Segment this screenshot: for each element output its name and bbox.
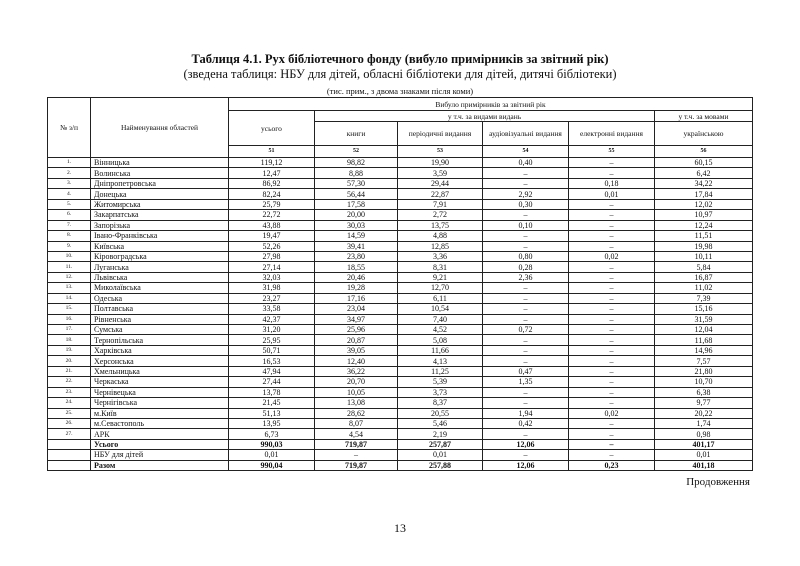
header-periodicals: періодичні видання (398, 122, 483, 146)
header-ukrainian: українською (655, 122, 753, 146)
value-cell: 52,26 (229, 241, 315, 251)
value-cell: 2,19 (398, 429, 483, 439)
row-number: 25. (48, 408, 91, 418)
value-cell: – (569, 168, 655, 178)
value-cell: – (483, 387, 569, 397)
value-cell: – (569, 429, 655, 439)
column-number: 51 (229, 146, 315, 158)
table-row (48, 231, 753, 241)
table-row (48, 178, 753, 188)
value-cell: 2,92 (483, 189, 569, 199)
table-row (48, 241, 753, 251)
value-cell: 32,03 (229, 272, 315, 282)
table-row (48, 335, 753, 345)
table-row (48, 220, 753, 230)
value-cell: – (569, 387, 655, 397)
header-books: книги (315, 122, 398, 146)
value-cell: 30,03 (315, 220, 398, 230)
table-row (48, 408, 753, 418)
row-number: 12. (48, 272, 91, 282)
value-cell: – (483, 356, 569, 366)
value-cell: 42,37 (229, 314, 315, 324)
region-name: Миколаївська (91, 283, 229, 293)
row-number: 26. (48, 418, 91, 428)
value-cell: – (483, 178, 569, 188)
row-number: 4. (48, 189, 91, 199)
header-electronic: електронні видання (569, 122, 655, 146)
value-cell: 47,94 (229, 366, 315, 376)
value-cell: 3,73 (398, 387, 483, 397)
column-number: 54 (483, 146, 569, 158)
value-cell: 8,31 (398, 262, 483, 272)
value-cell: 0,18 (569, 178, 655, 188)
value-cell: 28,62 (315, 408, 398, 418)
value-cell: 10,05 (315, 387, 398, 397)
value-cell: 4,54 (315, 429, 398, 439)
value-cell: 1,74 (655, 418, 753, 428)
value-cell: 19,28 (315, 283, 398, 293)
value-cell: 43,88 (229, 220, 315, 230)
value-cell: 12,40 (315, 356, 398, 366)
empty-cell (48, 460, 91, 470)
summary-value-cell: 257,88 (398, 460, 483, 470)
value-cell: 20,46 (315, 272, 398, 282)
value-cell: 56,44 (315, 189, 398, 199)
value-cell: – (483, 283, 569, 293)
value-cell: 20,55 (398, 408, 483, 418)
value-cell: 10,70 (655, 377, 753, 387)
table-row (48, 418, 753, 428)
summary-value-cell: 257,87 (398, 439, 483, 449)
region-name: Закарпатська (91, 210, 229, 220)
table-row (48, 210, 753, 220)
value-cell: – (569, 293, 655, 303)
region-name: Хмельницька (91, 366, 229, 376)
value-cell: 3,36 (398, 251, 483, 261)
header-audiovisual: аудіовізуальні видання (483, 122, 569, 146)
value-cell: 31,98 (229, 283, 315, 293)
value-cell: 27,98 (229, 251, 315, 261)
value-cell: 21,45 (229, 398, 315, 408)
table-row (48, 189, 753, 199)
value-cell: – (483, 210, 569, 220)
value-cell: 22,72 (229, 210, 315, 220)
value-cell: 20,70 (315, 377, 398, 387)
value-cell: 8,07 (315, 418, 398, 428)
value-cell: 0,02 (569, 251, 655, 261)
region-name: м.Севастополь (91, 418, 229, 428)
table-row (48, 387, 753, 397)
summary-value-cell: 990,04 (229, 460, 315, 470)
value-cell: 33,58 (229, 304, 315, 314)
table-row (48, 429, 753, 439)
value-cell: 8,37 (398, 398, 483, 408)
column-number: 56 (655, 146, 753, 158)
value-cell: – (569, 241, 655, 251)
value-cell: 12,02 (655, 199, 753, 209)
value-cell: 12,24 (655, 220, 753, 230)
value-cell: 57,30 (315, 178, 398, 188)
value-cell: 25,95 (229, 335, 315, 345)
value-cell: 3,59 (398, 168, 483, 178)
value-cell: 36,22 (315, 366, 398, 376)
value-cell: – (569, 325, 655, 335)
summary-value-cell: – (483, 450, 569, 460)
value-cell: 27,44 (229, 377, 315, 387)
summary-value-cell: – (315, 450, 398, 460)
value-cell: – (569, 304, 655, 314)
value-cell: – (569, 158, 655, 168)
summary-value-cell: 0,01 (229, 450, 315, 460)
value-cell: 0,28 (483, 262, 569, 272)
value-cell: – (483, 345, 569, 355)
region-name: Житомирська (91, 199, 229, 209)
value-cell: 17,84 (655, 189, 753, 199)
value-cell: 19,47 (229, 231, 315, 241)
region-name: Черкаська (91, 377, 229, 387)
summary-label: Разом (91, 460, 229, 470)
value-cell: 50,71 (229, 345, 315, 355)
value-cell: 34,22 (655, 178, 753, 188)
continuation-note: Продовження (686, 476, 750, 488)
summary-value-cell: 0,23 (569, 460, 655, 470)
value-cell: 8,88 (315, 168, 398, 178)
table-row (48, 158, 753, 168)
row-number: 7. (48, 220, 91, 230)
value-cell: – (569, 345, 655, 355)
region-name: Вінницька (91, 158, 229, 168)
table-row (48, 251, 753, 261)
value-cell: – (569, 272, 655, 282)
value-cell: 0,42 (483, 418, 569, 428)
header-no: № з/п (48, 98, 91, 158)
region-name: Луганська (91, 262, 229, 272)
value-cell: – (569, 199, 655, 209)
value-cell: 6,38 (655, 387, 753, 397)
value-cell: – (483, 314, 569, 324)
value-cell: – (569, 398, 655, 408)
row-number: 18. (48, 335, 91, 345)
value-cell: 12,85 (398, 241, 483, 251)
table-row (48, 356, 753, 366)
region-name: Рівненська (91, 314, 229, 324)
value-cell: 9,77 (655, 398, 753, 408)
value-cell: 17,16 (315, 293, 398, 303)
row-number: 1. (48, 158, 91, 168)
region-name: Сумська (91, 325, 229, 335)
value-cell: – (569, 356, 655, 366)
value-cell: – (569, 366, 655, 376)
table-row (48, 398, 753, 408)
value-cell: 11,68 (655, 335, 753, 345)
row-number: 16. (48, 314, 91, 324)
region-name: Івано-Франківська (91, 231, 229, 241)
page-number: 13 (394, 521, 406, 535)
value-cell: – (569, 314, 655, 324)
summary-row (48, 439, 753, 449)
value-cell: – (483, 231, 569, 241)
value-cell: – (483, 398, 569, 408)
value-cell: – (483, 335, 569, 345)
table-row (48, 377, 753, 387)
summary-value-cell: 401,18 (655, 460, 753, 470)
table-row (48, 262, 753, 272)
value-cell: – (483, 429, 569, 439)
row-number: 15. (48, 304, 91, 314)
header-by-lang: у т.ч. за мовами (655, 111, 753, 122)
value-cell: 51,13 (229, 408, 315, 418)
row-number: 19. (48, 345, 91, 355)
value-cell: 31,59 (655, 314, 753, 324)
value-cell: 13,95 (229, 418, 315, 428)
summary-value-cell: 401,17 (655, 439, 753, 449)
value-cell: 6,11 (398, 293, 483, 303)
header-total: усього (229, 111, 315, 146)
value-cell: 12,04 (655, 325, 753, 335)
value-cell: 11,25 (398, 366, 483, 376)
value-cell: 0,01 (569, 189, 655, 199)
value-cell: – (569, 418, 655, 428)
summary-value-cell: – (569, 450, 655, 460)
region-name: Київська (91, 241, 229, 251)
region-name: Запорізька (91, 220, 229, 230)
value-cell: 5,84 (655, 262, 753, 272)
column-number: 53 (398, 146, 483, 158)
value-cell: 13,75 (398, 220, 483, 230)
region-name: Львівська (91, 272, 229, 282)
value-cell: – (569, 231, 655, 241)
row-number: 11. (48, 262, 91, 272)
value-cell: 5,46 (398, 418, 483, 428)
empty-cell (48, 439, 91, 449)
value-cell: 119,12 (229, 158, 315, 168)
row-number: 24. (48, 398, 91, 408)
header-retired: Вибуло примірників за звітний рік (229, 98, 753, 111)
summary-value-cell: 719,87 (315, 460, 398, 470)
value-cell: 12,47 (229, 168, 315, 178)
value-cell: 2,72 (398, 210, 483, 220)
header-by-type: у т.ч. за видами видань (315, 111, 655, 122)
row-number: 17. (48, 325, 91, 335)
table-row (48, 199, 753, 209)
region-name: Чернівецька (91, 387, 229, 397)
summary-row (48, 460, 753, 470)
value-cell: – (483, 304, 569, 314)
value-cell: 4,88 (398, 231, 483, 241)
value-cell: 25,96 (315, 325, 398, 335)
table-row (48, 366, 753, 376)
column-number: 52 (315, 146, 398, 158)
table-subtitle: (зведена таблиця: НБУ для дітей, обласні бібліотеки для дітей, дитячі бібліотеки) (183, 67, 617, 81)
value-cell: 4,13 (398, 356, 483, 366)
value-cell: 14,59 (315, 231, 398, 241)
value-cell: 0,72 (483, 325, 569, 335)
region-name: Волинська (91, 168, 229, 178)
table-row (48, 304, 753, 314)
value-cell: 39,05 (315, 345, 398, 355)
value-cell: 34,97 (315, 314, 398, 324)
table-row (48, 314, 753, 324)
value-cell: 6,73 (229, 429, 315, 439)
summary-label: НБУ для дітей (91, 450, 229, 460)
table-row (48, 325, 753, 335)
value-cell: 21,80 (655, 366, 753, 376)
empty-cell (48, 450, 91, 460)
value-cell: 39,41 (315, 241, 398, 251)
value-cell: 20,87 (315, 335, 398, 345)
row-number: 14. (48, 293, 91, 303)
value-cell: 10,11 (655, 251, 753, 261)
row-number: 5. (48, 199, 91, 209)
row-number: 9. (48, 241, 91, 251)
value-cell: 16,53 (229, 356, 315, 366)
value-cell: 11,02 (655, 283, 753, 293)
region-name: Тернопільська (91, 335, 229, 345)
value-cell: 6,42 (655, 168, 753, 178)
region-name: АРК (91, 429, 229, 439)
region-name: м.Київ (91, 408, 229, 418)
value-cell: 82,24 (229, 189, 315, 199)
table-row (48, 345, 753, 355)
value-cell: 7,91 (398, 199, 483, 209)
region-name: Чернігівська (91, 398, 229, 408)
value-cell: 15,16 (655, 304, 753, 314)
value-cell: – (569, 262, 655, 272)
table-row (48, 168, 753, 178)
summary-value-cell: 719,87 (315, 439, 398, 449)
value-cell: 14,96 (655, 345, 753, 355)
value-cell: 19,98 (655, 241, 753, 251)
region-name: Херсонська (91, 356, 229, 366)
library-fund-table (47, 97, 753, 471)
row-number: 3. (48, 178, 91, 188)
value-cell: 0,10 (483, 220, 569, 230)
value-cell: 0,40 (483, 158, 569, 168)
summary-value-cell: 12,06 (483, 439, 569, 449)
row-number: 6. (48, 210, 91, 220)
summary-value-cell: 0,01 (398, 450, 483, 460)
row-number: 10. (48, 251, 91, 261)
value-cell: 31,20 (229, 325, 315, 335)
row-number: 2. (48, 168, 91, 178)
value-cell: 1,35 (483, 377, 569, 387)
value-cell: 13,08 (315, 398, 398, 408)
value-cell: 29,44 (398, 178, 483, 188)
value-cell: 19,90 (398, 158, 483, 168)
value-cell: 86,92 (229, 178, 315, 188)
region-name: Полтавська (91, 304, 229, 314)
row-number: 23. (48, 387, 91, 397)
value-cell: 12,70 (398, 283, 483, 293)
value-cell: 7,39 (655, 293, 753, 303)
row-number: 27. (48, 429, 91, 439)
value-cell: 18,55 (315, 262, 398, 272)
value-cell: 0,80 (483, 251, 569, 261)
units-note: (тис. прим., з двома знаками після коми) (326, 86, 474, 96)
region-name: Кіровоградська (91, 251, 229, 261)
value-cell: 9,21 (398, 272, 483, 282)
value-cell: 7,57 (655, 356, 753, 366)
value-cell: 20,22 (655, 408, 753, 418)
value-cell: 0,98 (655, 429, 753, 439)
value-cell: 60,15 (655, 158, 753, 168)
value-cell: 1,94 (483, 408, 569, 418)
value-cell: 2,36 (483, 272, 569, 282)
value-cell: 27,14 (229, 262, 315, 272)
value-cell: 13,78 (229, 387, 315, 397)
value-cell: 23,80 (315, 251, 398, 261)
value-cell: 16,87 (655, 272, 753, 282)
region-name: Дніпропетровська (91, 178, 229, 188)
summary-value-cell: 12,06 (483, 460, 569, 470)
row-number: 21. (48, 366, 91, 376)
header-region: Найменування областей (91, 98, 229, 158)
value-cell: 5,39 (398, 377, 483, 387)
value-cell: 0,30 (483, 199, 569, 209)
value-cell: – (569, 377, 655, 387)
summary-value-cell: – (569, 439, 655, 449)
value-cell: 22,87 (398, 189, 483, 199)
summary-row (48, 450, 753, 460)
row-number: 8. (48, 231, 91, 241)
table-row (48, 283, 753, 293)
value-cell: 4,52 (398, 325, 483, 335)
value-cell: – (569, 220, 655, 230)
table-title: Таблиця 4.1. Рух бібліотечного фонду (вибуло примірників за звітний рік) (191, 52, 609, 66)
value-cell: – (483, 293, 569, 303)
column-number: 55 (569, 146, 655, 158)
summary-label: Усього (91, 439, 229, 449)
value-cell: 25,79 (229, 199, 315, 209)
row-number: 20. (48, 356, 91, 366)
value-cell: 17,58 (315, 199, 398, 209)
value-cell: – (569, 335, 655, 345)
value-cell: – (569, 210, 655, 220)
region-name: Одеська (91, 293, 229, 303)
value-cell: – (483, 241, 569, 251)
region-name: Донецька (91, 189, 229, 199)
table-row (48, 272, 753, 282)
value-cell: – (483, 168, 569, 178)
summary-value-cell: 990,03 (229, 439, 315, 449)
value-cell: 20,00 (315, 210, 398, 220)
value-cell: 23,04 (315, 304, 398, 314)
table-row (48, 293, 753, 303)
value-cell: 5,08 (398, 335, 483, 345)
value-cell: 0,02 (569, 408, 655, 418)
value-cell: 11,66 (398, 345, 483, 355)
region-name: Харківська (91, 345, 229, 355)
value-cell: 11,51 (655, 231, 753, 241)
value-cell: 10,97 (655, 210, 753, 220)
value-cell: 10,54 (398, 304, 483, 314)
summary-value-cell: 0,01 (655, 450, 753, 460)
value-cell: – (569, 283, 655, 293)
value-cell: 98,82 (315, 158, 398, 168)
value-cell: 23,27 (229, 293, 315, 303)
row-number: 13. (48, 283, 91, 293)
value-cell: 0,47 (483, 366, 569, 376)
row-number: 22. (48, 377, 91, 387)
value-cell: 7,40 (398, 314, 483, 324)
